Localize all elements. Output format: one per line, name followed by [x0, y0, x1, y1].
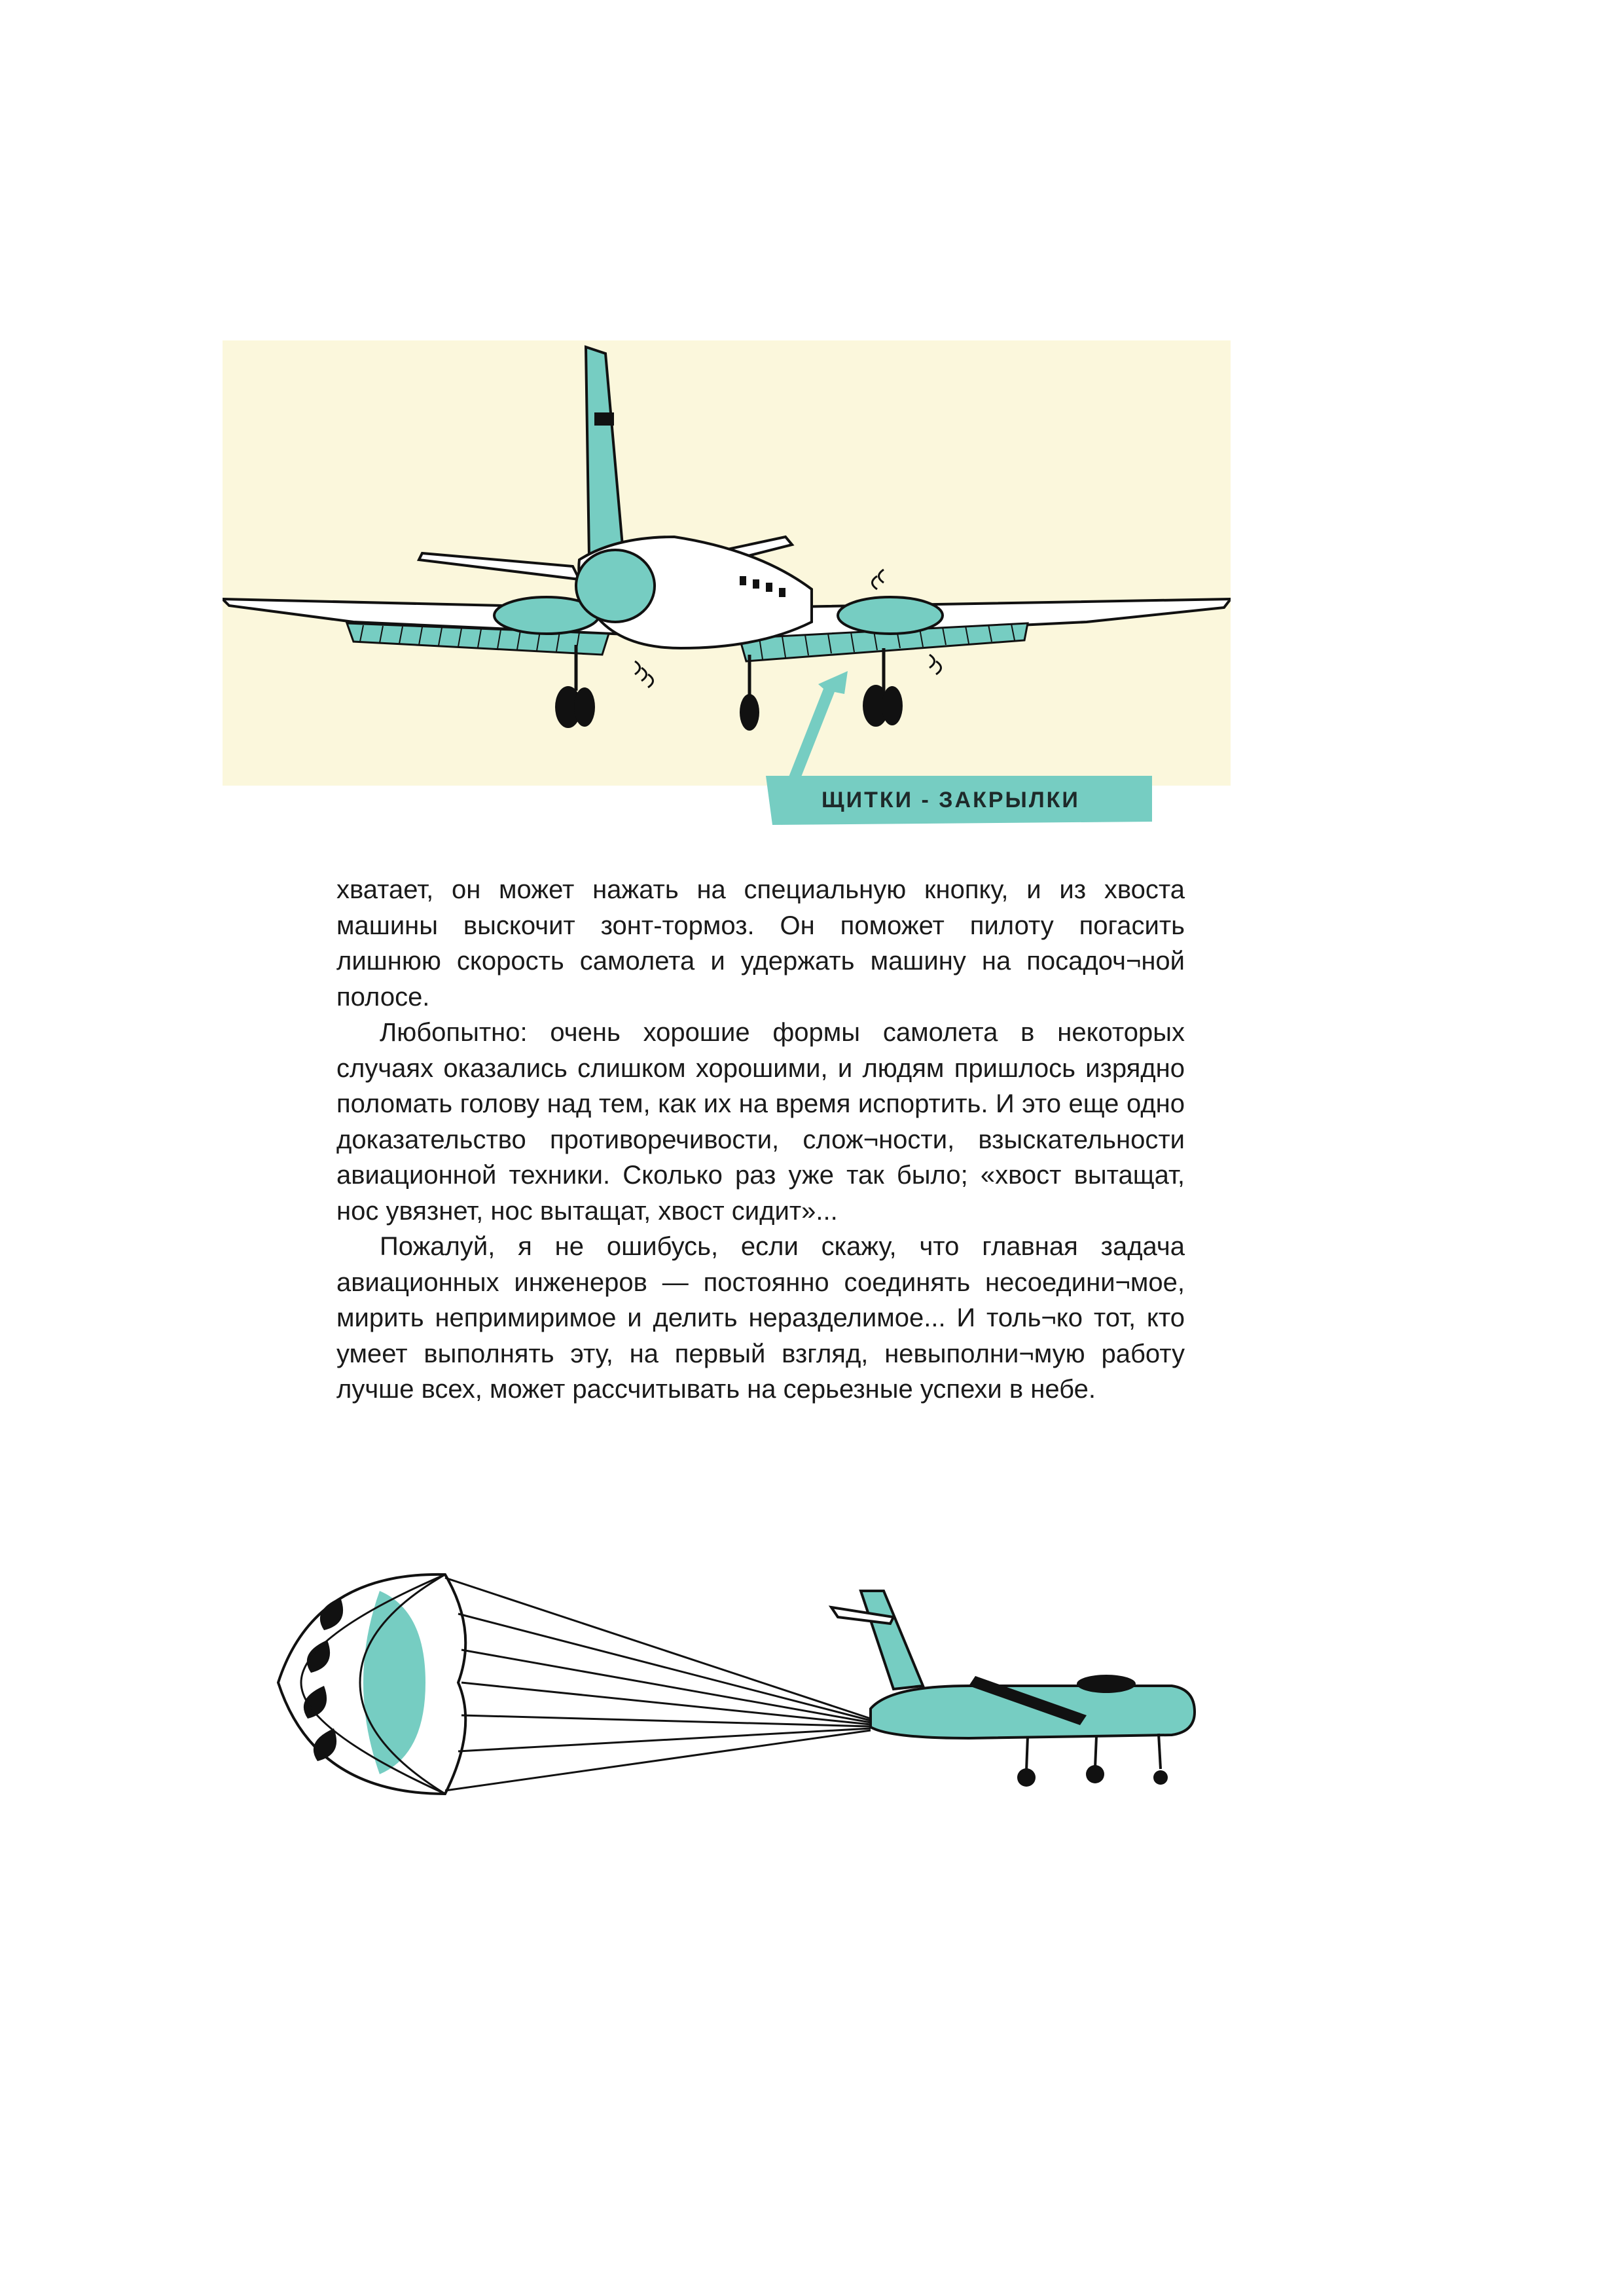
tail-marking	[594, 412, 614, 426]
jet-fuselage	[871, 1686, 1195, 1738]
flaps-callout-label: ЩИТКИ - ЗАКРЫЛКИ	[821, 788, 1080, 812]
jet-tail-fin	[861, 1591, 923, 1689]
right-engine	[838, 597, 943, 634]
body-text	[336, 872, 1185, 1408]
shroud-lines	[445, 1578, 871, 1791]
paragraph-3: Пожалуй, я не ошибусь, если скажу, что главная задача авиационных инженеров — постоянно соединять несоедини¬мое, мирить непримиримое и делить неразделимое... И толь¬ко тот, кто умеет выполнять эту, на первый взгляд, невыполни¬мую работу лучше всех, может рассчитывать на серьезные успехи в небе.	[336, 1232, 1185, 1404]
paragraph-2: Любопытно: очень хорошие формы самолета в некоторых случаях оказались слишком хорошими, и людям пришлось изрядно поломать голову над тем, как их на время испортить. И это еще одно доказательство противоречивости, слож¬ности, взыскательности авиационной техники. Сколько раз уже так было; «хвост вытащат, нос увязнет, нос вытащат, хвост сидит»...	[336, 1018, 1185, 1226]
jet-cockpit	[1077, 1675, 1136, 1693]
airplane-flaps-illustration	[223, 340, 1231, 845]
fuselage-nose	[576, 550, 655, 622]
jet-wheels	[1017, 1765, 1168, 1787]
paragraph-1: хватает, он может нажать на специальную кнопку, и из хвоста машины выскочит зонт-тормоз. Он поможет пилоту погасить лишнюю скорость самолета и удержать машину на посадоч¬ной полосе.	[336, 875, 1185, 1011]
parachute-brake-illustration	[262, 1558, 1211, 1833]
